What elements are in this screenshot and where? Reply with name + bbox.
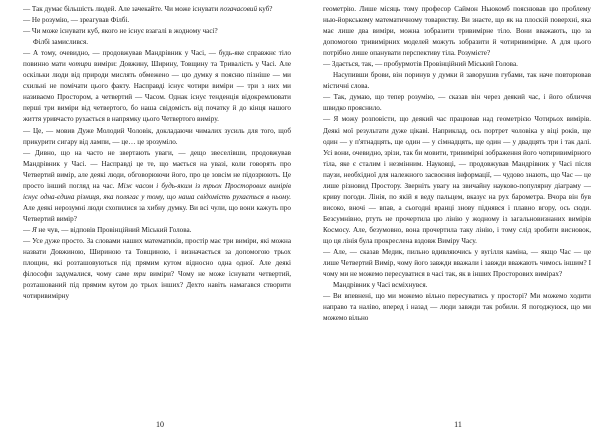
paragraph: Мандрівник у Часі всміхнувся. (333, 281, 428, 290)
paragraph: — Чи може існувати куб, якого не існує взагалі в жодному часі? (23, 27, 218, 36)
paragraph: — Ви впевнені, що ми можемо вільно пересуватись у просторі? Ми можемо ходити направо та наліво, вперед і назад — люди завжди так робили. Я погоджуюся, що ми можемо вільно (323, 292, 591, 323)
paragraph: — Але, — сказав Медик, пильно вдивляючись у вугілля каміна, — якщо Час — це лише Четвертий Вимір, чому його завжди вважали і завжди вважають чимось іншим? І чому ми не можемо пересуватися в часі так, як в інших Просторових вимірах? (323, 248, 591, 279)
page-number-right: 11 (454, 420, 462, 429)
paragraph: — Так, думаю, що тепер розумію, — сказав він через деякий час, і його обличчя швидко прояснило. (323, 93, 591, 113)
paragraph: — Дивно, що на часто не звертають уваги, — дещо звеселівши, продовжував Мандрівник у Часі. — Насправді це те, що мається на увазі, коли говорять про Четвертий вимір, але деякі люди, обговорюючи його, про це зовсім не підозрюють. Це просто інший погляд на час. Між часом і будь-яким із трьох Просторових вимірів існує одна-єдина різниця, яка полягає у тому, що наша свідомість рухається в ньому. Але деякі нерозумні люди схопилися за хибну думку. Ви всі чули, що вони кажуть про Четвертий вимір? (23, 148, 291, 223)
paragraph: — А тому, очевидно, — продовжував Мандрівник у Часі, — будь-яке справжнє тіло повинно мати чотири виміри: Довжину, Ширину, Товщину та Тривалість у Часі. Але оскільки люди від природи мислять обмежено — цю думку я поясню пізніше — ми схильні не помічати цього факту. Насправді існує чотири виміри — три з них ми називаємо Простором, а четвертий — Часом. Однак існує тенденція відокремлювати перші три виміри від четвертого, бо наша свідомість від початку й до кінця нашого життя уривчасто рухається в напрямку цього Четвертого виміру. (23, 49, 291, 124)
paragraph: — Здається, так, — пробурмотів Провінційний Міський Голова. (323, 60, 518, 69)
page-number-left: 10 (156, 420, 164, 429)
paragraph: — Так думає більшість людей. Але зачекайте. Чи може існувати позачасовий куб? (23, 5, 273, 13)
left-page (23, 4, 291, 414)
paragraph: — Я можу розповісти, що деякий час працював над геометрією Чотирьох вимірів. Деякі мої результати дуже цікаві. Наприклад, ось портрет чоловіка у віці років, ще один — у п'ятнадцять, ще один — у сімнадцять, ще один — у двадцять три і так далі. Усі вони, очевидно, зрізи, так би мовити, тривимірні зображення його чотиривимірного тіла, яке є сталим і незмінним. Науковці, — продовжував Мандрівник у Часі після паузи, необхідної для належного засвоєння інформації, — чудово знають, що Час — це лише різновид Простору. Зверніть увагу на звичайну науково-популярну діаграму — криву погоди. Лінія, по якій я веду пальцем, вказує на рух барометра. Вчора він був високо, вночі — впав, а сьогодні вранці знову піднявся і плавно вгору, ось сюди. Безсумнівно, ртуть не прочертила цю лінію у жодному із загальновизнаних вимірів Космосу. Але, безумовно, вона прочертила таку лінію, і тому слід зробити висновок, що ця лінія була прокреслена вздовж Виміру Часу. (323, 115, 591, 245)
paragraph: — Усе дуже просто. За словами наших математиків, простір має три виміри, які можна назвати Довжиною, Шириною та Товщиною, і визначається за допомогою трьох площин, які розташовуються під прямим кутом відносно одна одної. Але деякі філософи задумалися, чому саме три виміри? Чому не може існувати четвертий, розташований під прямим кутом до трьох інших? Дехто навіть намагався створити чотиривимірну (23, 236, 291, 301)
paragraph: — Не розумію, — зреагував Філбі. (23, 16, 130, 25)
paragraph: Філбі замислився. (33, 38, 89, 47)
paragraph: Насупивши брови, він поринув у думки й заворушив губами, так наче повторював містичні слова. (323, 71, 591, 91)
paragraph: — Я не чув, — відповів Провінційний Міський Голова. (23, 225, 192, 234)
paragraph: геометрію. Лише місяць тому професор Саймон Ньюкомб пояснював цю проблему нью-йоркському математичному товариству. Ви знаєте, що як на плоскій поверхні, яка має лише два виміри, можна зобразити тривимірне тіло. Вони вважають, що за допомогою тривимірних моделей можуть зобразити й чотиривимірне. А для цього потрібно лише опанувати перспективу тіла. Розумієте? (323, 5, 591, 58)
right-page (323, 4, 591, 414)
paragraph: — Це, — мовив Дуже Молодий Чоловік, докладаючи чималих зусиль для того, щоб прикурити сигару від лампи, — це… це зрозуміло. (23, 126, 291, 146)
